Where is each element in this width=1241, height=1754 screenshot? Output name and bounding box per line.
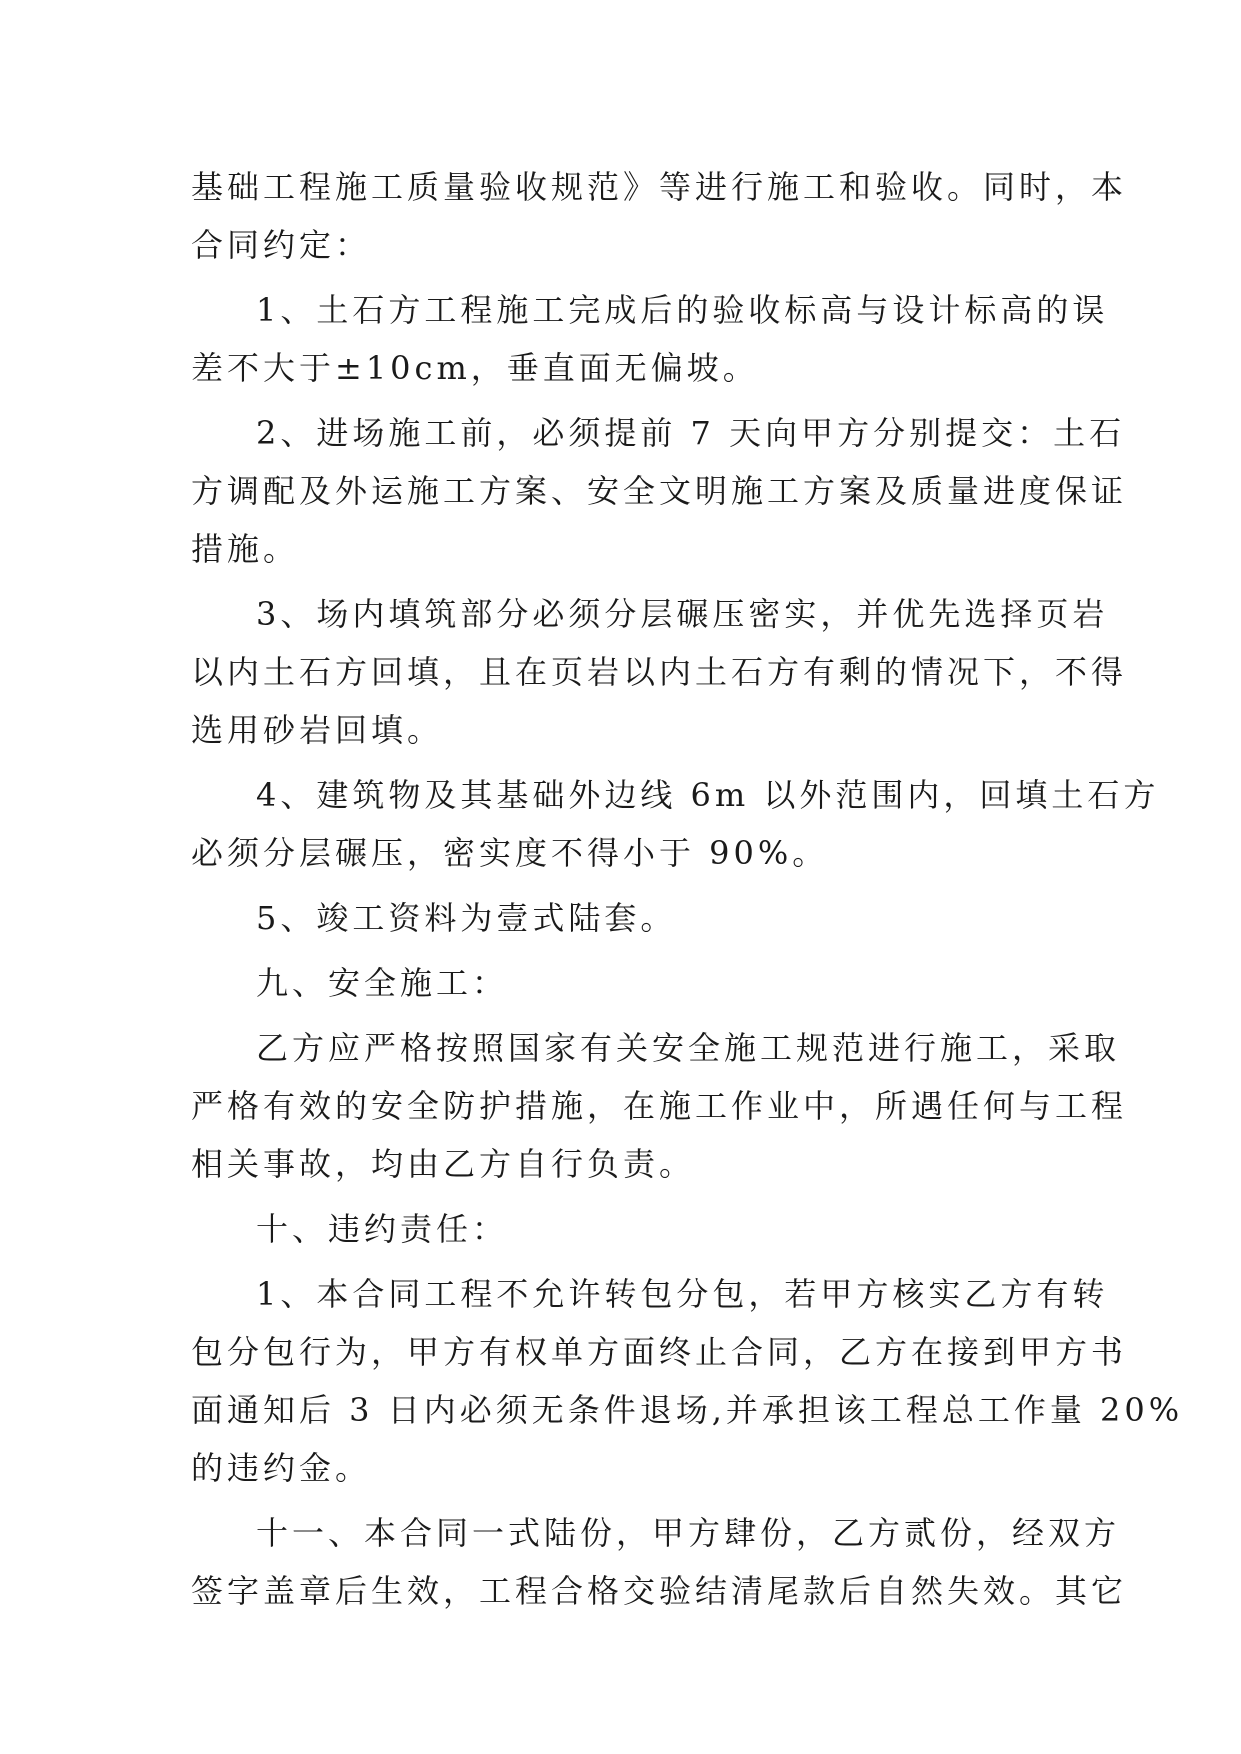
text-line: 面通知后 3 日内必须无条件退场,并承担该工程总工作量 20%: [191, 1391, 1184, 1429]
text-line: 差不大于±10cm，垂直面无偏坡。: [191, 349, 759, 387]
text-line: 乙方应严格按照国家有关安全施工规范进行施工，采取: [256, 1029, 1121, 1067]
text-line: 1、土石方工程施工完成后的验收标高与设计标高的误: [256, 291, 1109, 329]
text-line: 十一、本合同一式陆份，甲方肆份，乙方贰份，经双方: [256, 1514, 1121, 1552]
text-line: 相关事故，均由乙方自行负责。: [191, 1145, 696, 1183]
text-line: 严格有效的安全防护措施，在施工作业中，所遇任何与工程: [191, 1087, 1128, 1125]
text-line: 的违约金。: [191, 1449, 372, 1487]
text-line: 措施。: [191, 530, 300, 568]
text-line: 4、建筑物及其基础外边线 6m 以外范围内，回填土石方: [256, 776, 1160, 814]
document-body: [191, 158, 1184, 1620]
section-heading: 九、安全施工：: [256, 964, 509, 1002]
text-line: 1、本合同工程不允许转包分包，若甲方核实乙方有转: [256, 1275, 1109, 1313]
text-line: 合同约定：: [191, 226, 372, 264]
text-line: 签字盖章后生效，工程合格交验结清尾款后自然失效。其它: [191, 1572, 1128, 1610]
text-line: 选用砂岩回填。: [191, 711, 444, 749]
text-line: 必须分层碾压，密实度不得小于 90%。: [191, 834, 829, 872]
text-line: 以内土石方回填，且在页岩以内土石方有剩的情况下，不得: [191, 653, 1128, 691]
text-line: 2、进场施工前，必须提前 7 天向甲方分别提交：土石: [256, 414, 1126, 452]
text-line: 3、场内填筑部分必须分层碾压密实，并优先选择页岩: [256, 595, 1109, 633]
text-line: 5、竣工资料为壹式陆套。: [256, 899, 677, 937]
section-heading: 十、违约责任：: [256, 1210, 509, 1248]
text-line: 包分包行为，甲方有权单方面终止合同，乙方在接到甲方书: [191, 1333, 1128, 1371]
text-line: 基础工程施工质量验收规范》等进行施工和验收。同时，本: [191, 168, 1128, 206]
text-line: 方调配及外运施工方案、安全文明施工方案及质量进度保证: [191, 472, 1128, 510]
